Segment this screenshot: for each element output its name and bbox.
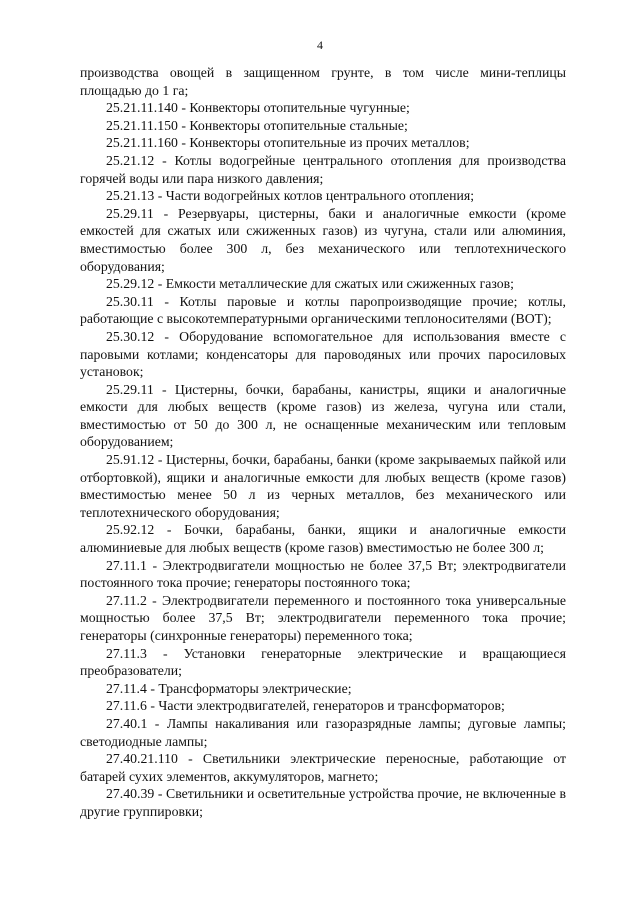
list-item: 27.40.21.110 - Светильники электрические переносные, работающие от батарей сухих элементов, аккумуляторов, магнето; <box>80 751 566 784</box>
list-item: 25.92.12 - Бочки, барабаны, банки, ящики и аналогичные емкости алюминиевые для любых веществ (кроме газов) вместимостью не более 300 л; <box>80 522 566 556</box>
list-item: 25.30.11 - Котлы паровые и котлы паропроизводящие прочие; котлы, работающие с высокотемпературными органическими теплоносителями (ВОТ); <box>80 293 566 327</box>
list-item: 27.40.39 - Светильники и осветительные устройства прочие, не включенные в другие группировки; <box>80 786 566 819</box>
list-item: 27.11.4 - Трансформаторы электрические; <box>106 680 352 696</box>
list-item: 25.29.11 - Резервуары, цистерны, баки и аналогичные емкости (кроме емкостей для сжатых или сжиженных газов) из чугуна, стали или алюминия, вместимостью более 300 л, без механического или теплотехнического оборудования; <box>80 205 566 274</box>
list-item: 27.11.1 - Электродвигатели мощностью не более 37,5 Вт; электродвигатели постоянного тока прочие; генераторы постоянного тока; <box>80 557 566 591</box>
list-item: 25.21.12 - Котлы водогрейные центрального отопления для производства горячей воды или пара низкого давления; <box>80 152 566 186</box>
page-number: 4 <box>317 38 323 52</box>
list-item: 25.21.13 - Части водогрейных котлов центрального отопления; <box>106 188 475 204</box>
list-item: 25.91.12 - Цистерны, бочки, барабаны, банки (кроме закрываемых пайкой или отбортовкой), ящики и аналогичные емкости для любых веществ (кроме газов) вместимостью менее 50 л из черных металлов, без механического или теплотехнического оборудования; <box>80 452 566 520</box>
list-item: 27.11.3 - Установки генераторные электрические и вращающиеся преобразователи; <box>80 645 566 679</box>
list-item: 25.21.11.160 - Конвекторы отопительные из прочих металлов; <box>106 135 470 151</box>
list-item: 27.11.2 - Электродвигатели переменного и постоянного тока универсальные мощностью более 37,5 Вт; электродвигатели переменного тока прочие; генераторы (синхронные генераторы) переменного тока; <box>80 592 566 643</box>
list-item: 25.29.11 - Цистерны, бочки, барабаны, канистры, ящики и аналогичные емкости для любых веществ (кроме газов) из железа, чугуна или стали, вместимостью от 50 до 300 л, не оснащенные механическим или тепловым оборудованием; <box>80 381 566 450</box>
list-item: 25.29.12 - Емкости металлические для сжатых или сжиженных газов; <box>106 276 514 292</box>
list-item: 25.21.11.140 - Конвекторы отопительные чугунные; <box>106 100 410 116</box>
list-item: 27.11.6 - Части электродвигателей, генераторов и трансформаторов; <box>106 698 505 714</box>
list-item: 25.21.11.150 - Конвекторы отопительные стальные; <box>106 117 408 133</box>
document-body <box>80 64 566 821</box>
paragraph-continuation: производства овощей в защищенном грунте, в том числе мини-теплицы площадью до 1 га; <box>80 65 566 98</box>
list-item: 27.40.1 - Лампы накаливания или газоразрядные лампы; дуговые лампы; светодиодные лампы; <box>80 715 566 749</box>
list-item: 25.30.12 - Оборудование вспомогательное для использования вместе с паровыми котлами; конденсаторы для пароводяных или прочих паросиловых установок; <box>80 328 566 380</box>
